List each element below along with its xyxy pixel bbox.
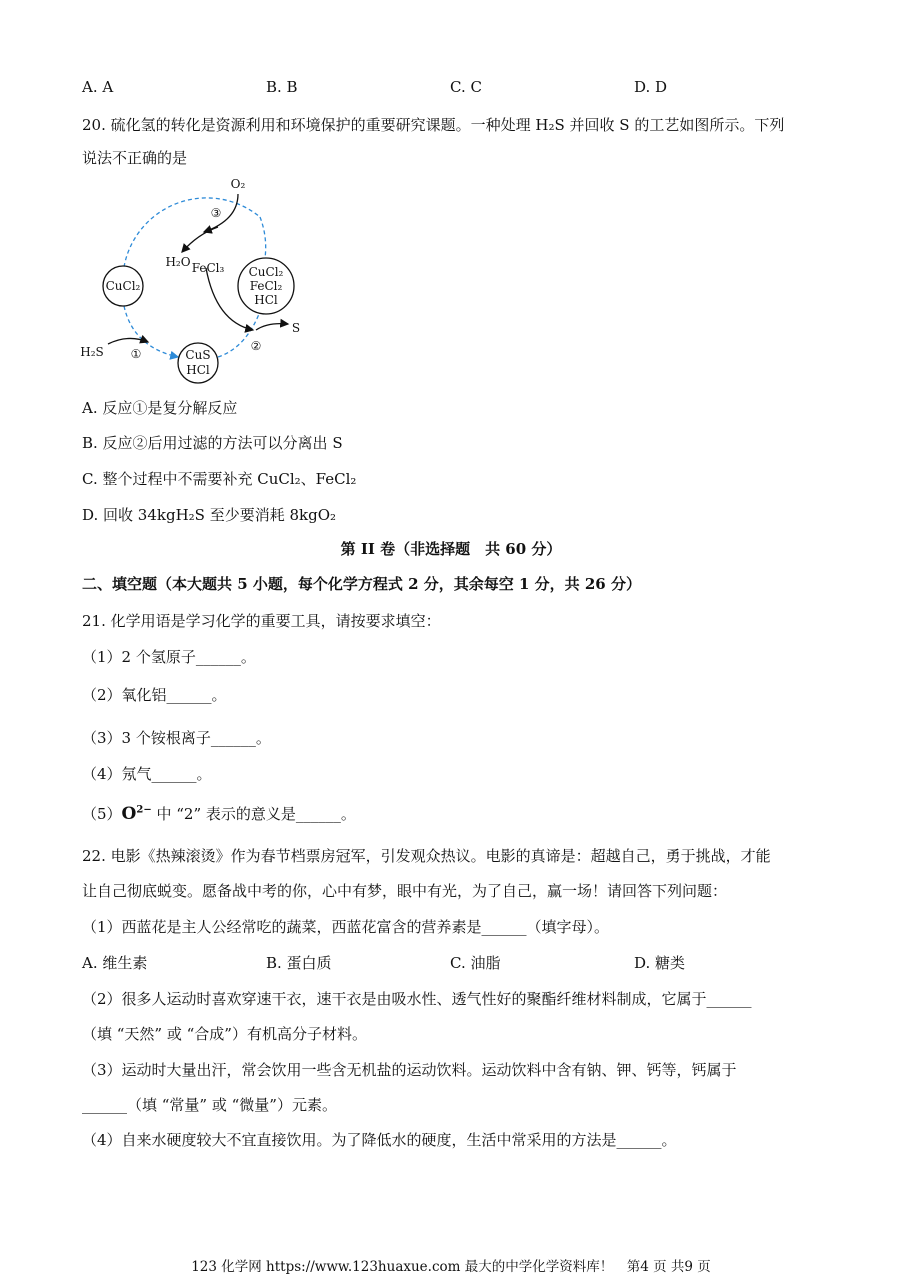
q21-item-5: [82, 803, 356, 824]
h2o-arrow: [182, 227, 218, 252]
label-product-3: HCl: [254, 293, 278, 307]
ion-charge: 2−: [136, 804, 152, 816]
q22-part3-line2: ______（填 “常量” 或 “微量”）元素。: [82, 1096, 337, 1114]
section2-title: 二、填空题（本大题共 5 小题，每个化学方程式 2 分，其余每空 1 分，共 26 分）: [82, 575, 641, 593]
q22-part2-line1: （2）很多人运动时喜欢穿速干衣，速干衣是由吸水性、透气性好的聚酯纤维材料制成，它属于______: [82, 990, 752, 1008]
q22-part3-line1: （3）运动时大量出汗，常会饮用一些含无机盐的运动饮料。运动饮料中含有钠、钾、钙等，钙属于: [82, 1061, 737, 1079]
label-product-1: CuCl₂: [248, 265, 284, 279]
label-step1: ①: [130, 347, 142, 361]
s-arrow: [256, 324, 288, 330]
label-product-2: FeCl₂: [249, 279, 283, 293]
label-h2s: H₂S: [80, 345, 104, 359]
label-fecl3: FeCl₃: [191, 261, 225, 275]
q21-item5-suffix: 中 “2” 表示的意义是______。: [156, 805, 356, 823]
q19-option-a: A. A: [82, 78, 114, 96]
label-cucl2: CuCl₂: [105, 279, 141, 293]
label-cus: CuS: [185, 348, 211, 362]
q20-stem-line1: 20. 硫化氢的转化是资源利用和环境保护的重要研究课题。一种处理 H₂S 并回收 S 的工艺如图所示。下列: [82, 116, 785, 134]
label-hcl: HCl: [186, 363, 210, 377]
q19-option-b: B. B: [266, 78, 298, 96]
part2-title: 第 II 卷（非选择题 共 60 分）: [340, 540, 562, 558]
ion-symbol: $O^{2-}$: [121, 804, 152, 824]
label-step2: ②: [250, 339, 262, 353]
q22-stem-line1: 22. 电影《热辣滚烫》作为春节档票房冠军，引发观众热议。电影的真谛是：超越自己，勇于挑战，才能: [82, 847, 771, 865]
q22-part1: （1）西蓝花是主人公经常吃的蔬菜，西蓝花富含的营养素是______（填字母）。: [82, 918, 610, 936]
q19-option-d: D. D: [634, 78, 668, 96]
cycle-path: [124, 198, 260, 267]
q21-item5-prefix: （5）: [82, 805, 122, 823]
q22-option-b: B. 蛋白质: [266, 954, 332, 972]
label-s: S: [291, 321, 301, 335]
q21-item-3: （3）3 个铵根离子______。: [82, 729, 271, 747]
q20-option-c: C. 整个过程中不需要补充 CuCl₂、FeCl₂: [82, 470, 357, 488]
q20-option-a: A. 反应①是复分解反应: [82, 399, 238, 417]
q20-option-b: B. 反应②后用过滤的方法可以分离出 S: [82, 434, 343, 452]
q21-item-4: （4）氖气______。: [82, 765, 212, 783]
label-h2o: H₂O: [165, 255, 191, 269]
q22-option-a: A. 维生素: [82, 954, 148, 972]
q20-stem-line2: 说法不正确的是: [82, 149, 188, 167]
q21-stem: 21. 化学用语是学习化学的重要工具，请按要求填空：: [82, 612, 441, 630]
label-o2: O₂: [230, 177, 246, 191]
q22-part4: （4）自来水硬度较大不宜直接饮用。为了降低水的硬度，生活中常采用的方法是______。: [82, 1131, 677, 1149]
q21-item-1: （1）2 个氢原子______。: [82, 648, 256, 666]
q19-option-c: C. C: [450, 78, 482, 96]
q22-part2-line2: （填 “天然” 或 “合成”）有机高分子材料。: [82, 1025, 367, 1043]
q21-item-2: （2）氧化铝______。: [82, 686, 227, 704]
page-footer: 123 化学网 https://www.123huaxue.com 最大的中学化学资料库！ 第4 页 共9 页: [191, 1259, 711, 1275]
label-step3: ③: [210, 206, 222, 220]
q22-option-c: C. 油脂: [450, 954, 501, 972]
q20-option-d: D. 回收 34kgH₂S 至少要消耗 8kgO₂: [82, 506, 337, 524]
q20-process-diagram: [78, 172, 318, 387]
q22-stem-line2: 让自己彻底蜕变。愿备战中考的你，心中有梦，眼中有光，为了自己，赢一场！请回答下列问题：: [82, 882, 728, 900]
q22-option-d: D. 糖类: [634, 954, 686, 972]
